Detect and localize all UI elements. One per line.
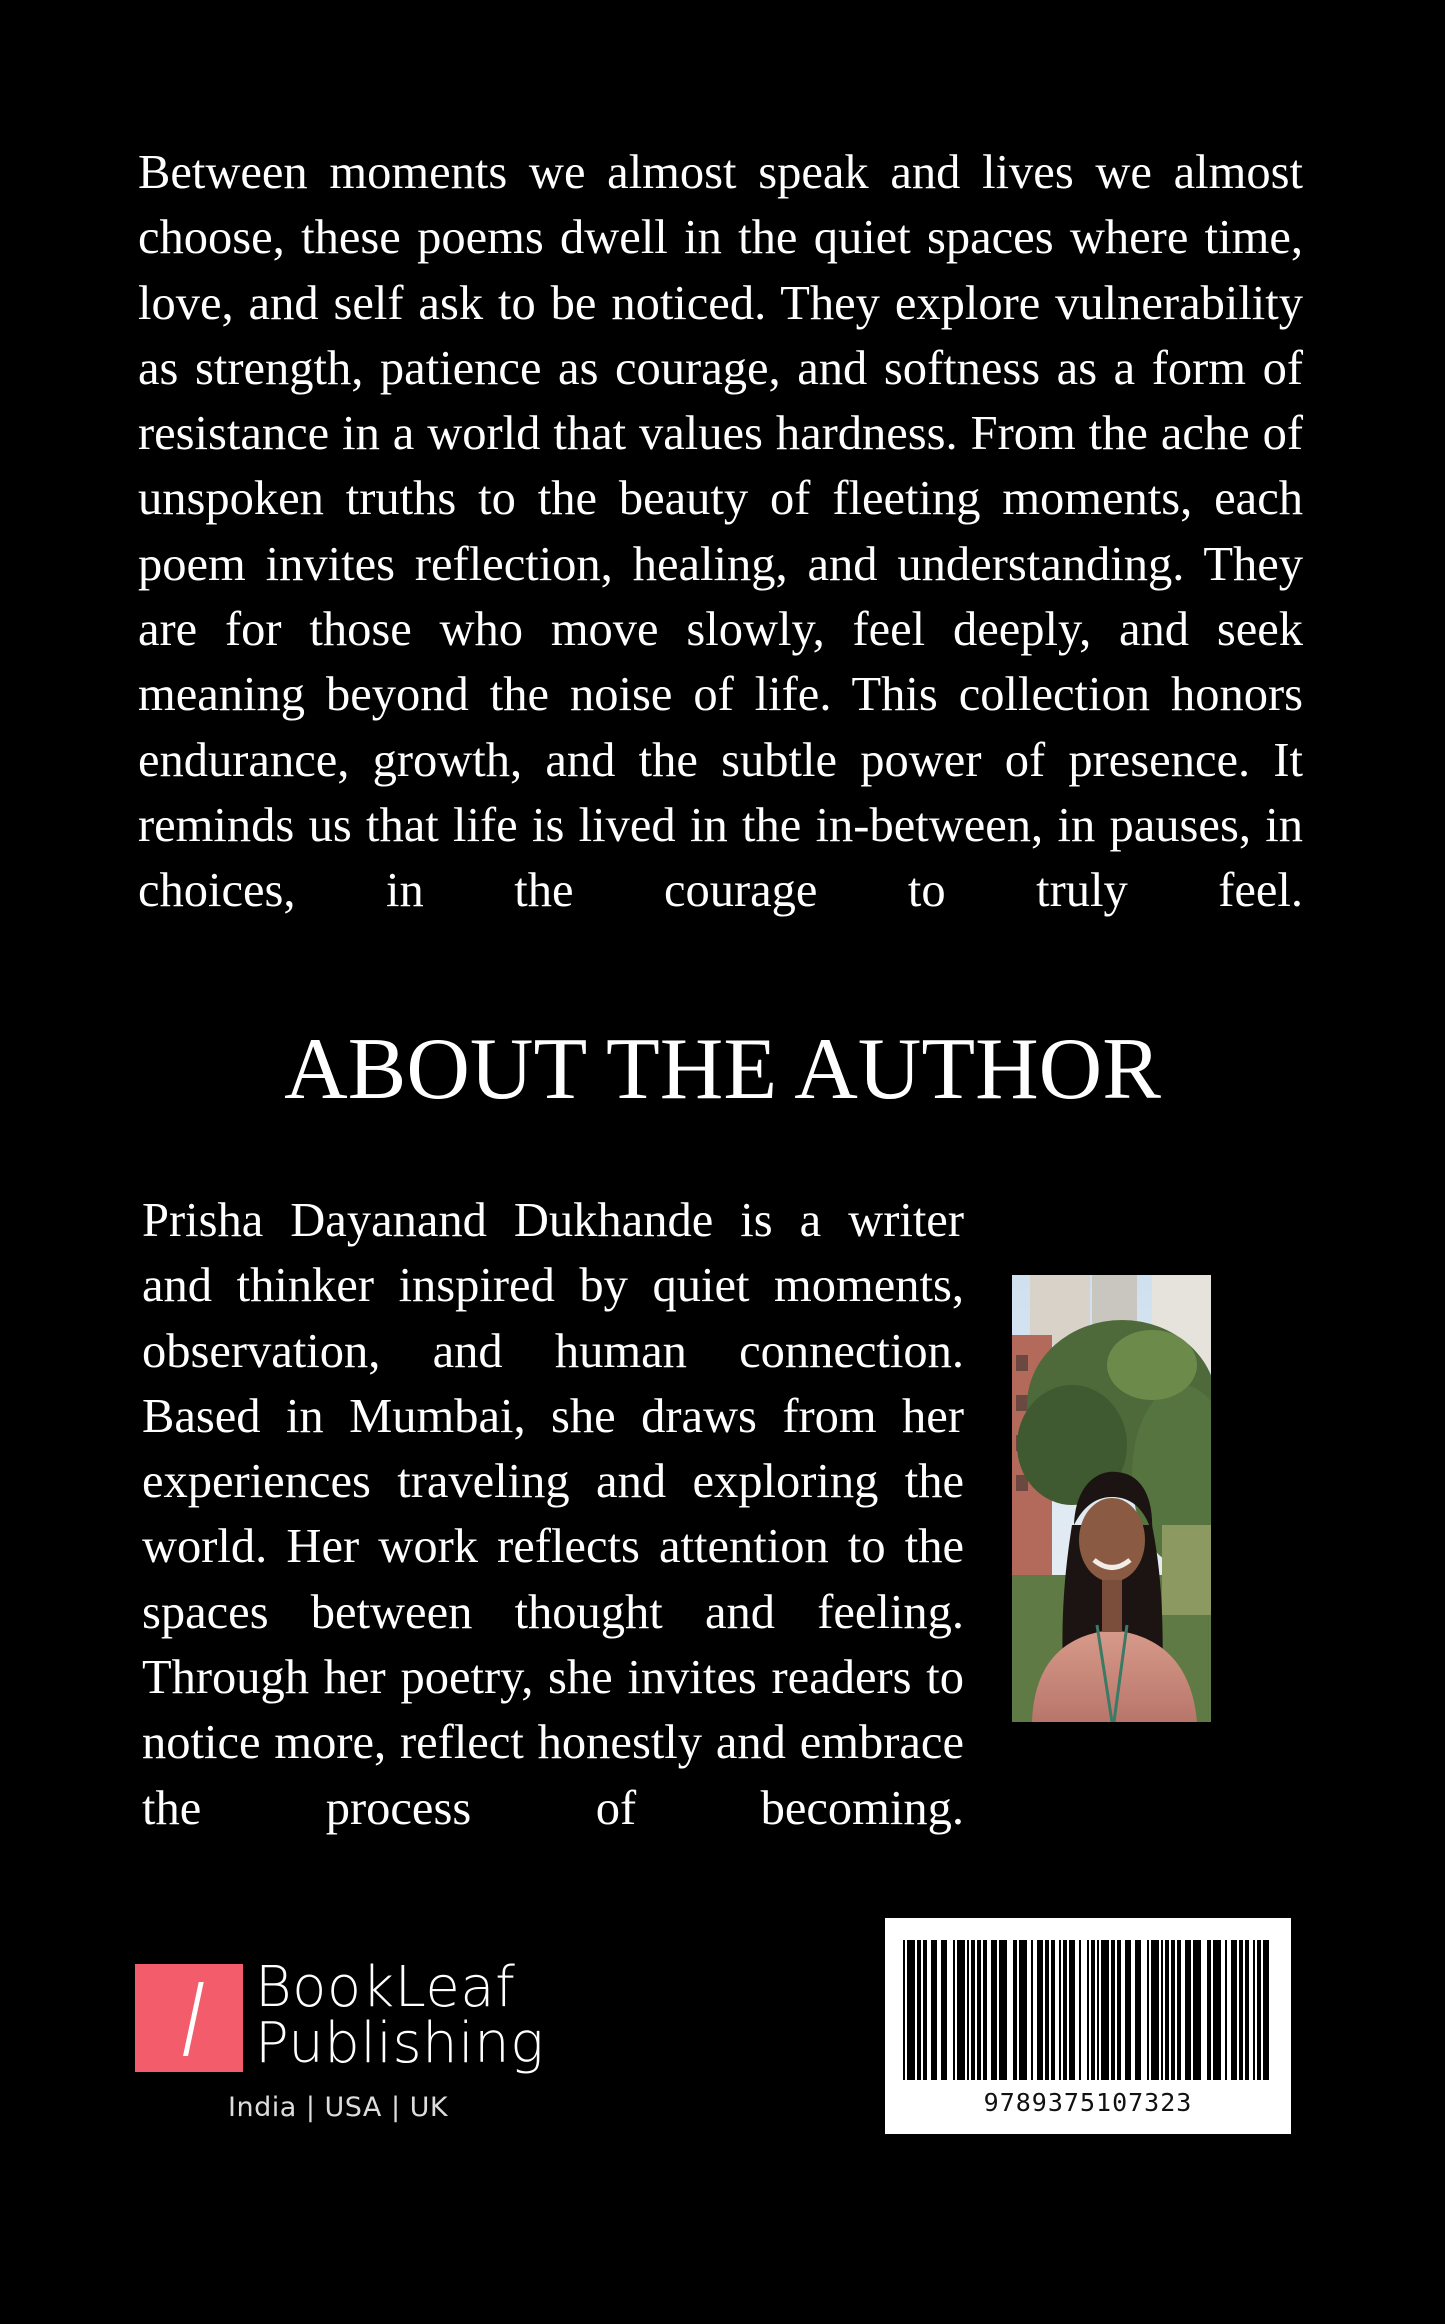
about-author-heading: ABOUT THE AUTHOR [284,1021,1161,1118]
isbn-barcode [885,1918,1291,2134]
barcode-bar [1263,1940,1269,2080]
barcode-bar [983,1940,987,2080]
barcode-bar [923,1940,927,2080]
barcode-bar [1151,1940,1159,2080]
barcode-bar [1091,1940,1095,2080]
barcode-bar [1161,1940,1163,2080]
barcode-bar [1045,1940,1049,2080]
book-blurb: Between moments we almost speak and lives we almost choose, these poems dwell in the quiet spaces where time, love, and self ask to be noticed. They explore vulnerability as strength, patience as courage, and softness as a form of resistance in a world that values hardness. From the ache of unspoken truths to the beauty of fleeting moments, each poem invites reflection, healing, and understanding. They are for those who move slowly, feel deeply, and seek meaning beyond the noise of life. This collection honors endurance, growth, and the subtle power of presence. It reminds us that life is lived in the in-between, in pauses, in choices, in the courage to truly feel. [138,146,1303,918]
barcode-bar [1031,1940,1033,2080]
barcode-bars [903,1940,1273,2080]
barcode-bar [1097,1940,1099,2080]
barcode-bar [1013,1940,1017,2080]
barcode-bar [1239,1940,1243,2080]
barcode-bar [1245,1940,1249,2080]
barcode-bar [941,1940,947,2080]
barcode-bar [1059,1940,1061,2080]
barcode-bar [1079,1940,1081,2080]
barcode-bar [977,1940,981,2080]
barcode-bar [1069,1940,1075,2080]
barcode-bar [1101,1940,1109,2080]
barcode-bar [1063,1940,1067,2080]
publisher-name-line2: Publishing [255,2011,545,2076]
barcode-bar [999,1940,1007,2080]
barcode-bar [1177,1940,1181,2080]
barcode-bar [1117,1940,1121,2080]
barcode-bar [1019,1940,1027,2080]
barcode-bar [931,1940,937,2080]
publisher-logo [135,1955,545,2134]
barcode-bar [903,1940,905,2080]
barcode-bar [1171,1940,1175,2080]
barcode-bar [1051,1940,1055,2080]
barcode-bar [1257,1940,1261,2080]
isbn-number: 9789375107323 [983,2088,1193,2117]
slash-icon [183,1982,204,2056]
barcode-bar [1111,1940,1115,2080]
barcode-bar [917,1940,921,2080]
barcode-bar [1185,1940,1191,2080]
publisher-name-line1: BookLeaf [255,1955,516,2020]
barcode-bar [1253,1940,1255,2080]
barcode-bar [1213,1940,1221,2080]
barcode-bar [953,1940,955,2080]
barcode-bar [967,1940,969,2080]
barcode-bar [991,1940,997,2080]
barcode-bar [1207,1940,1211,2080]
barcode-bar [1135,1940,1141,2080]
author-photo [1012,1275,1211,1722]
barcode-bar [1037,1940,1043,2080]
publisher-regions: India | USA | UK [228,2092,449,2123]
barcode-bar [1125,1940,1131,2080]
publisher-logo-mark [135,1964,243,2072]
barcode-bar [957,1940,965,2080]
barcode-bar [1087,1940,1089,2080]
barcode-bar [971,1940,975,2080]
barcode-bar [1231,1940,1237,2080]
barcode-bar [1225,1940,1227,2080]
author-bio: Prisha Dayanand Dukhande is a writer and thinker inspired by quiet moments, observation, and human connection. Based in Mumbai, she draws from her experiences traveling and exploring the world. Her work reflects attention to the spaces between thought and feeling. Through her poetry, she invites readers to notice more, reflect honestly and embrace the process of becoming. [142,1194,964,1835]
barcode-bar [907,1940,915,2080]
barcode-bar [1193,1940,1201,2080]
barcode-bar [1165,1940,1169,2080]
barcode-bar [1147,1940,1149,2080]
